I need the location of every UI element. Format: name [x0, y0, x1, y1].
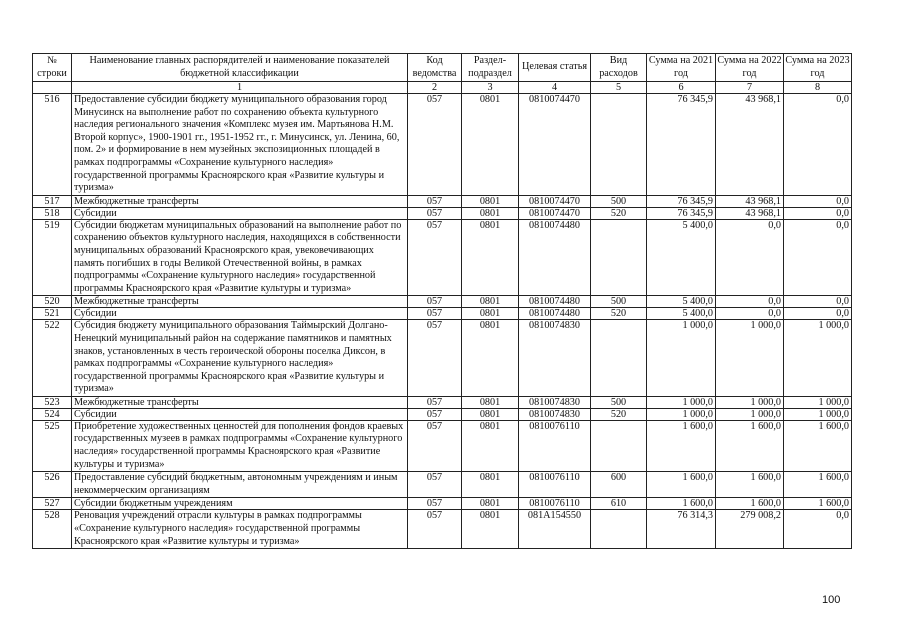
expense-type: 520	[591, 308, 647, 320]
section-code: 0801	[462, 308, 519, 320]
sum-2023: 1 000,0	[784, 408, 852, 420]
sum-2022: 1 600,0	[716, 472, 784, 498]
sum-2023: 1 600,0	[784, 420, 852, 471]
expense-type	[591, 420, 647, 471]
sum-2021: 76 345,9	[647, 207, 716, 219]
sum-2021: 1 600,0	[647, 498, 716, 510]
expense-type: 520	[591, 207, 647, 219]
row-number: 524	[33, 408, 72, 420]
column-number: 2	[408, 82, 462, 94]
header-exp-type: Вид расходов	[591, 54, 647, 82]
sum-2021: 1 600,0	[647, 472, 716, 498]
row-name: Межбюджетные трансферты	[72, 296, 408, 308]
expense-type	[591, 510, 647, 549]
expense-type: 520	[591, 408, 647, 420]
target-code: 0810074480	[519, 219, 591, 296]
sum-2022: 0,0	[716, 296, 784, 308]
table-row	[33, 408, 852, 420]
column-number: 3	[462, 82, 519, 94]
column-number-row	[33, 82, 852, 94]
page-number: 100	[822, 594, 841, 606]
target-code: 0810076110	[519, 420, 591, 471]
expense-type	[591, 94, 647, 196]
target-code: 081A154550	[519, 510, 591, 549]
sum-2021: 1 000,0	[647, 408, 716, 420]
sum-2021: 76 314,3	[647, 510, 716, 549]
row-name: Субсидия бюджету муниципального образования Таймырский Долгано-Ненецкий муниципальный район на содержание памятников и памятных знаков, установленных в честь героической обороны поселка Диксон, в рамках подпрограммы «Сохранение культурного наследия» государственной программы Красноярского края «Развитие культуры и туризма»	[72, 320, 408, 397]
row-number: 516	[33, 94, 72, 196]
row-name: Субсидии	[72, 207, 408, 219]
sum-2023: 0,0	[784, 219, 852, 296]
row-name: Предоставление субсидии бюджету муниципального образования город Минусинск на выполнение работ по сохранению объекта культурного наследия регионального значения «Комплекс музея им. Мартьянова Н.М. Второй корпус», 1900-1901 гг., 1951-1952 гг., г. Минусинск, ул. Ленина, 60, пом. 2» и формирование в нем музейных экспозиционных площадей в рамках подпрограммы «Сохранение культурного наследия» государственной программы Красноярского края «Развитие культуры и туризма»	[72, 94, 408, 196]
sum-2023: 0,0	[784, 308, 852, 320]
column-number: 4	[519, 82, 591, 94]
target-code: 0810076110	[519, 472, 591, 498]
sum-2023: 1 600,0	[784, 498, 852, 510]
row-name: Предоставление субсидий бюджетным, автономным учреждениям и иным некоммерческим организациям	[72, 472, 408, 498]
header-name: Наименование главных распорядителей и наименование показателей бюджетной классификации	[72, 54, 408, 82]
target-code: 0810074480	[519, 308, 591, 320]
section-code: 0801	[462, 510, 519, 549]
row-number: 526	[33, 472, 72, 498]
sum-2021: 5 400,0	[647, 308, 716, 320]
sum-2022: 279 008,2	[716, 510, 784, 549]
sum-2022: 1 000,0	[716, 408, 784, 420]
section-code: 0801	[462, 498, 519, 510]
dept-code: 057	[408, 498, 462, 510]
dept-code: 057	[408, 207, 462, 219]
table-row	[33, 207, 852, 219]
sum-2023: 0,0	[784, 510, 852, 549]
column-number: 1	[72, 82, 408, 94]
header-dept-code: Код ведомства	[408, 54, 462, 82]
expense-type: 500	[591, 195, 647, 207]
header-sum-2023: Сумма на 2023 год	[784, 54, 852, 82]
section-code: 0801	[462, 296, 519, 308]
sum-2023: 0,0	[784, 94, 852, 196]
sum-2023: 0,0	[784, 296, 852, 308]
section-code: 0801	[462, 420, 519, 471]
row-name: Приобретение художественных ценностей для пополнения фондов краевых государственных музеев в рамках подпрограммы «Сохранение культурного наследия» государственной программы Красноярского края «Развитие культуры и туризма»	[72, 420, 408, 471]
section-code: 0801	[462, 207, 519, 219]
expense-type: 600	[591, 472, 647, 498]
row-number: 519	[33, 219, 72, 296]
row-name: Межбюджетные трансферты	[72, 195, 408, 207]
expense-type	[591, 219, 647, 296]
section-code: 0801	[462, 472, 519, 498]
sum-2023: 0,0	[784, 195, 852, 207]
expense-type	[591, 320, 647, 397]
header-row-no: № строки	[33, 54, 72, 82]
table-row	[33, 420, 852, 471]
target-code: 0810074480	[519, 296, 591, 308]
column-number: 8	[784, 82, 852, 94]
header-section: Раздел-подраздел	[462, 54, 519, 82]
sum-2022: 43 968,1	[716, 94, 784, 196]
sum-2022: 0,0	[716, 219, 784, 296]
sum-2021: 5 400,0	[647, 296, 716, 308]
row-number: 527	[33, 498, 72, 510]
expense-type: 500	[591, 296, 647, 308]
header-sum-2022: Сумма на 2022 год	[716, 54, 784, 82]
column-number: 7	[716, 82, 784, 94]
expense-type: 610	[591, 498, 647, 510]
section-code: 0801	[462, 219, 519, 296]
dept-code: 057	[408, 472, 462, 498]
table-row	[33, 498, 852, 510]
row-name: Субсидии бюджетным учреждениям	[72, 498, 408, 510]
table-row	[33, 195, 852, 207]
dept-code: 057	[408, 396, 462, 408]
row-number: 521	[33, 308, 72, 320]
dept-code: 057	[408, 308, 462, 320]
table-row	[33, 472, 852, 498]
row-name: Субсидии	[72, 408, 408, 420]
sum-2023: 1 000,0	[784, 396, 852, 408]
section-code: 0801	[462, 195, 519, 207]
row-number: 525	[33, 420, 72, 471]
sum-2022: 43 968,1	[716, 207, 784, 219]
row-name: Субсидии	[72, 308, 408, 320]
target-code: 0810074470	[519, 207, 591, 219]
table-row	[33, 510, 852, 549]
sum-2023: 1 000,0	[784, 320, 852, 397]
section-code: 0801	[462, 94, 519, 196]
table-row	[33, 308, 852, 320]
row-name: Реновация учреждений отрасли культуры в рамках подпрограммы «Сохранение культурного наследия» государственной программы Красноярского края «Развитие культуры и туризма»	[72, 510, 408, 549]
target-code: 0810074830	[519, 408, 591, 420]
target-code: 0810074830	[519, 320, 591, 397]
sum-2021: 76 345,9	[647, 94, 716, 196]
header-target: Целевая статья	[519, 54, 591, 82]
sum-2023: 0,0	[784, 207, 852, 219]
target-code: 0810074470	[519, 195, 591, 207]
row-name: Субсидии бюджетам муниципальных образований на выполнение работ по сохранению объектов культурного наследия, находящихся в собственности муниципальных образований Красноярского края, увековечивающих память погибших в годы Великой Отечественной войны, в рамках подпрограммы «Сохранение культурного наследия» государственной программы Красноярского края «Развитие культуры и туризма»	[72, 219, 408, 296]
column-number: 6	[647, 82, 716, 94]
sum-2021: 5 400,0	[647, 219, 716, 296]
row-number: 523	[33, 396, 72, 408]
table-body	[33, 94, 852, 549]
sum-2022: 1 600,0	[716, 498, 784, 510]
sum-2021: 76 345,9	[647, 195, 716, 207]
row-number: 522	[33, 320, 72, 397]
row-name: Межбюджетные трансферты	[72, 396, 408, 408]
sum-2022: 43 968,1	[716, 195, 784, 207]
expense-type: 500	[591, 396, 647, 408]
table-row	[33, 219, 852, 296]
header-row	[33, 54, 852, 82]
sum-2022: 1 000,0	[716, 320, 784, 397]
dept-code: 057	[408, 219, 462, 296]
budget-table	[32, 53, 852, 549]
section-code: 0801	[462, 408, 519, 420]
row-number: 528	[33, 510, 72, 549]
dept-code: 057	[408, 510, 462, 549]
table-row	[33, 94, 852, 196]
sum-2022: 0,0	[716, 308, 784, 320]
sum-2022: 1 000,0	[716, 396, 784, 408]
sum-2023: 1 600,0	[784, 472, 852, 498]
sum-2021: 1 000,0	[647, 396, 716, 408]
section-code: 0801	[462, 320, 519, 397]
target-code: 0810076110	[519, 498, 591, 510]
column-number	[33, 82, 72, 94]
table-row	[33, 320, 852, 397]
row-number: 517	[33, 195, 72, 207]
column-number: 5	[591, 82, 647, 94]
dept-code: 057	[408, 320, 462, 397]
row-number: 518	[33, 207, 72, 219]
dept-code: 057	[408, 296, 462, 308]
table-row	[33, 296, 852, 308]
table-row	[33, 396, 852, 408]
row-number: 520	[33, 296, 72, 308]
section-code: 0801	[462, 396, 519, 408]
dept-code: 057	[408, 420, 462, 471]
target-code: 0810074830	[519, 396, 591, 408]
dept-code: 057	[408, 94, 462, 196]
sum-2021: 1 000,0	[647, 320, 716, 397]
sum-2021: 1 600,0	[647, 420, 716, 471]
header-sum-2021: Сумма на 2021 год	[647, 54, 716, 82]
sum-2022: 1 600,0	[716, 420, 784, 471]
dept-code: 057	[408, 408, 462, 420]
target-code: 0810074470	[519, 94, 591, 196]
dept-code: 057	[408, 195, 462, 207]
